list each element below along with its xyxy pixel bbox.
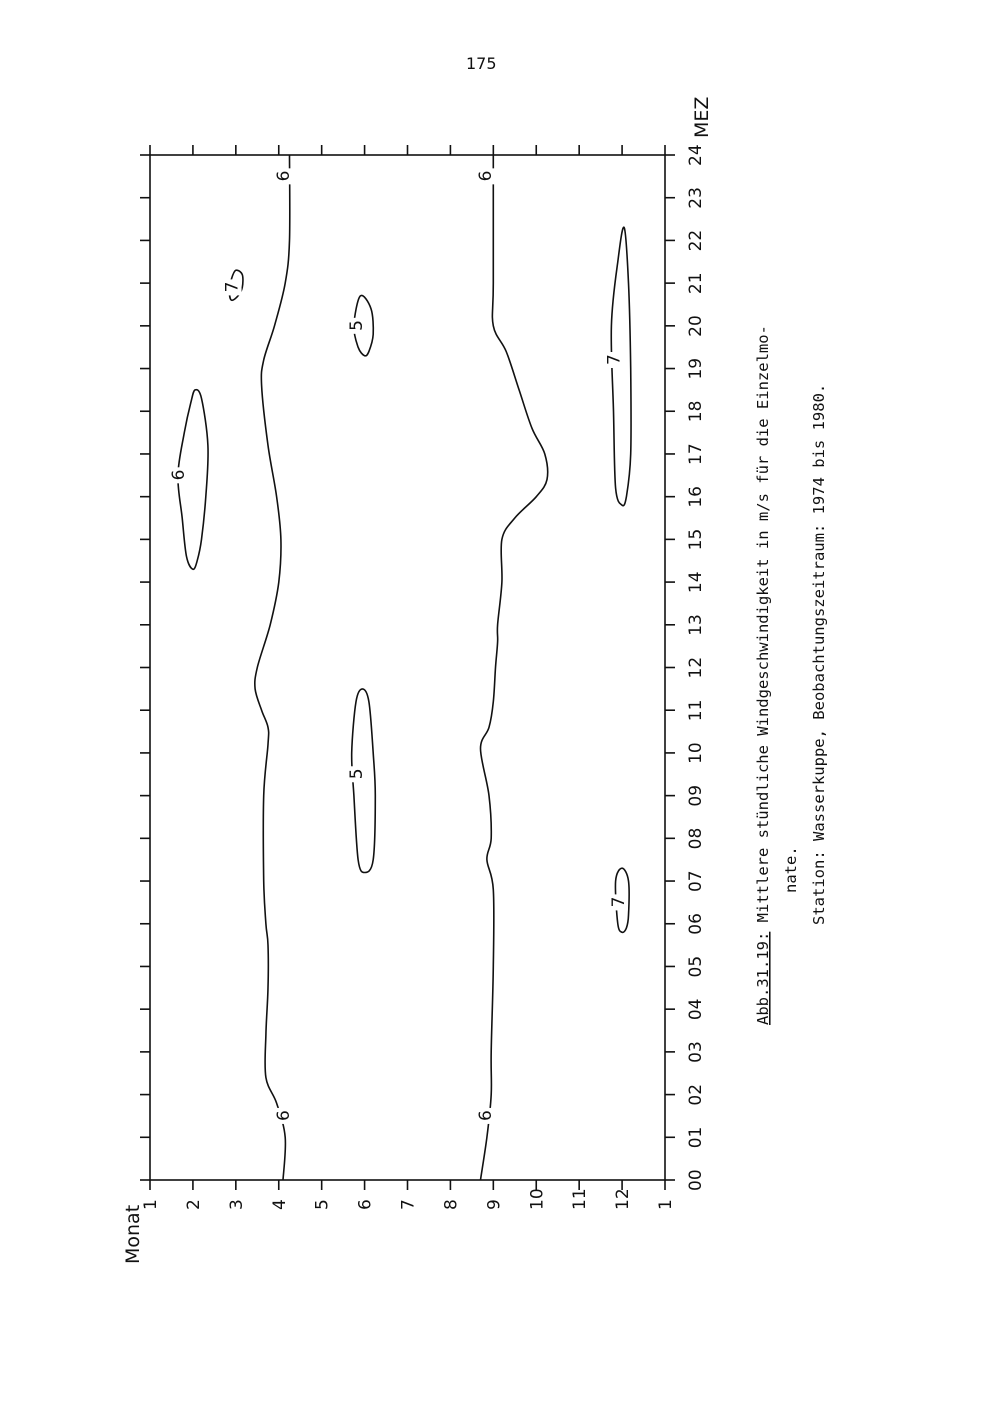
isoline-label: 7 — [222, 281, 243, 293]
hour-tick-label: 01 — [686, 1126, 706, 1149]
month-tick-label: 7 — [398, 1199, 419, 1210]
axis-ticks — [140, 145, 675, 1190]
hour-tick-label: 07 — [686, 870, 706, 893]
isoline-label: 5 — [347, 768, 367, 780]
month-tick-label: 6 — [355, 1199, 376, 1210]
month-tick-label: 12 — [613, 1188, 634, 1210]
figure-caption — [754, 325, 828, 1025]
isoline-label: 6 — [274, 1110, 295, 1121]
caption-line-3: Station: Wasserkuppe, Beobachtungszeitraum: 1974 bis 1980. — [810, 383, 828, 925]
month-tick-label: 4 — [269, 1199, 290, 1210]
hour-tick-label: 11 — [686, 699, 706, 722]
hour-tick-label: 18 — [686, 400, 706, 423]
hour-tick-label: 23 — [686, 187, 706, 209]
isoline-6 — [255, 155, 290, 1180]
month-tick-label: 9 — [484, 1199, 505, 1210]
hour-tick-label: 08 — [686, 827, 706, 850]
hour-tick-label: 16 — [686, 486, 706, 508]
hour-tick-label: 20 — [686, 315, 706, 337]
hour-tick-label: 06 — [686, 913, 706, 935]
hour-tick-label: 14 — [686, 571, 706, 594]
month-tick-label: 1 — [141, 1199, 161, 1210]
hour-tick-label: 00 — [686, 1169, 706, 1191]
isoline-label: 7 — [604, 354, 625, 365]
hour-tick-label: 15 — [686, 528, 706, 551]
contour-lines — [168, 155, 631, 1180]
caption-line-2: nate. — [782, 846, 800, 893]
month-tick-label: 3 — [226, 1199, 247, 1210]
hour-tick-label: 10 — [686, 742, 706, 764]
hour-tick-label: 12 — [686, 656, 706, 679]
hour-tick-label: 04 — [686, 998, 706, 1021]
month-tick-label: 2 — [183, 1199, 204, 1210]
hour-tick-label: 22 — [686, 229, 706, 252]
month-tick-label: 1 — [656, 1199, 676, 1210]
hour-tick-label: 09 — [686, 784, 706, 807]
caption-line-1 — [754, 325, 772, 1025]
hour-tick-label: 13 — [686, 614, 706, 636]
caption-title: Mittlere stündliche Windgeschwindigkeit in m/s für die Einzelmo- — [754, 325, 772, 932]
month-tick-label: 8 — [441, 1199, 462, 1210]
month-tick-label: 11 — [570, 1188, 591, 1210]
hour-tick-label: 24 — [686, 144, 706, 166]
month-tick-label: 10 — [527, 1188, 548, 1210]
hour-tick-label: 02 — [686, 1083, 706, 1106]
page-number: 175 — [466, 54, 497, 73]
month-tick-label: 5 — [312, 1199, 333, 1210]
hour-tick-label: 05 — [686, 955, 706, 978]
isoline-6 — [481, 155, 548, 1180]
caption-figure-label: Abb.31.19: — [754, 931, 772, 1025]
isoline-label: 6 — [475, 1110, 496, 1121]
isoline-label: 6 — [475, 170, 496, 182]
tick-labels — [141, 144, 706, 1210]
plot-frame — [150, 155, 665, 1180]
hour-tick-label: 19 — [686, 357, 706, 380]
isoline-label: 6 — [274, 170, 295, 182]
hour-tick-label: 21 — [686, 272, 706, 295]
y-axis-label: Monat — [122, 1204, 144, 1264]
hour-tick-label: 03 — [686, 1041, 706, 1063]
isoline-label: 7 — [608, 896, 629, 908]
isoline-label: 5 — [347, 320, 367, 331]
isoline-label: 6 — [168, 469, 189, 481]
hour-tick-label: 17 — [686, 443, 706, 465]
x-axis-label: MEZ — [691, 96, 713, 138]
